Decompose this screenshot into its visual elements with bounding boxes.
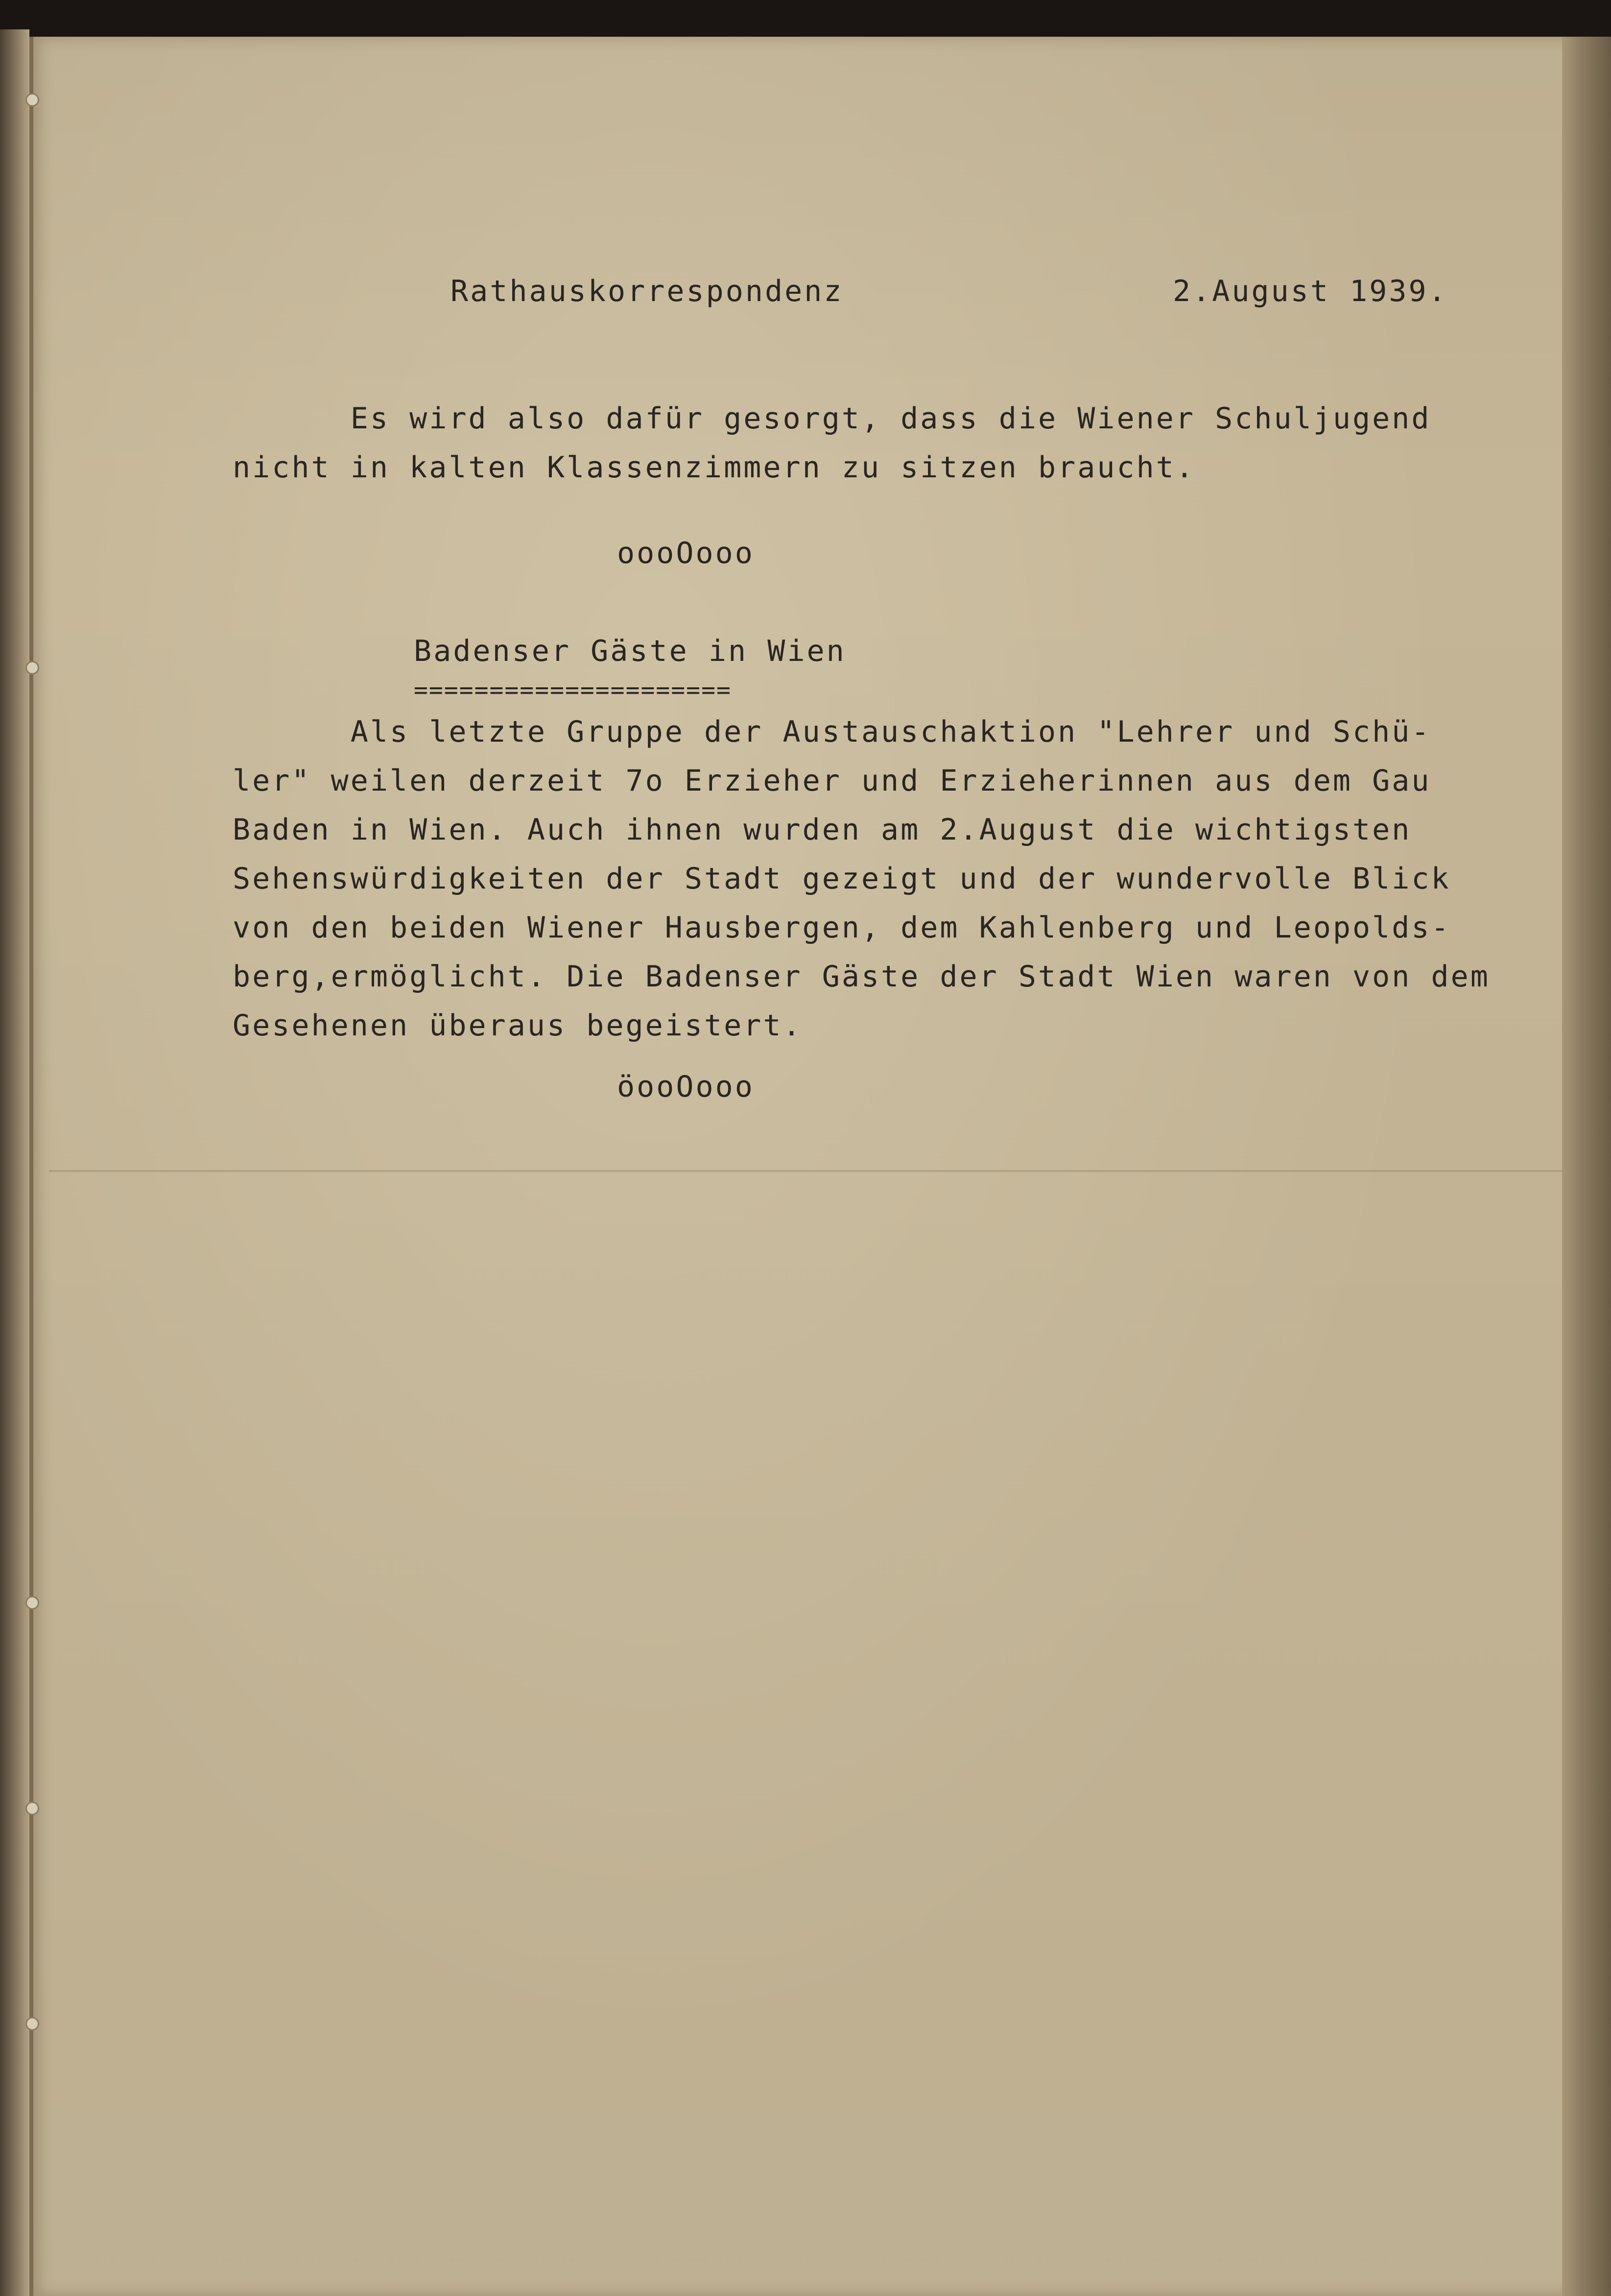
- text-line: Baden in Wien. Auch ihnen wurden am 2.August die wichtigsten: [233, 813, 1412, 847]
- stitch-hole: [25, 661, 39, 675]
- stitch-hole: [25, 1802, 39, 1815]
- stitch-hole: [25, 1596, 39, 1610]
- document-page: [29, 37, 1591, 2296]
- binding-line: [29, 37, 33, 2296]
- text-line: Als letzte Gruppe der Austauschaktion "Lehrer und Schü-: [233, 715, 1431, 749]
- text-line: ler" weilen derzeit 7o Erzieher und Erzieherinnen aus dem Gau: [233, 764, 1431, 798]
- page-stack-edge: [1562, 37, 1611, 2296]
- article-body: [233, 707, 1490, 1050]
- text-line: von den beiden Wiener Hausbergen, dem Kahlenberg und Leopolds-: [233, 911, 1451, 945]
- paragraph-school-heating: [233, 394, 1431, 492]
- header-date: 2.August 1939.: [1173, 274, 1448, 308]
- page-fold: [49, 1170, 1591, 1172]
- section-separator: oooOooo: [617, 536, 755, 570]
- text-line: Gesehenen überaus begeistert.: [233, 1008, 803, 1043]
- article-title-underline: =====================: [414, 677, 732, 704]
- article-title: Badenser Gäste in Wien: [414, 634, 846, 668]
- section-separator: öooOooo: [617, 1070, 755, 1104]
- stitch-hole: [25, 93, 39, 107]
- stitch-hole: [25, 2017, 39, 2031]
- text-line: nicht in kalten Klassenzimmern zu sitzen braucht.: [233, 450, 1196, 485]
- binding-edge: [0, 29, 29, 2296]
- text-line: Sehenswürdigkeiten der Stadt gezeigt und der wundervolle Blick: [233, 862, 1451, 896]
- text-line: berg,ermöglicht. Die Badenser Gäste der Stadt Wien waren von dem: [233, 960, 1490, 994]
- header-source: Rathauskorrespondenz: [450, 274, 844, 308]
- text-line: Es wird also dafür gesorgt, dass die Wiener Schuljugend: [233, 401, 1431, 436]
